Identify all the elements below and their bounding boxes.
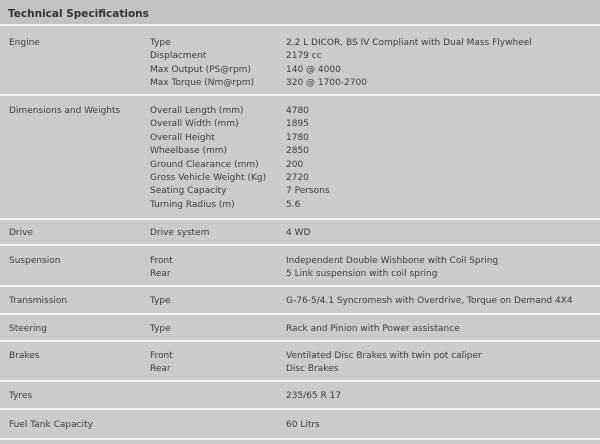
spec-label: Drive system [150, 228, 210, 238]
spec-value: Ventilated Disc Brakes with twin pot caliper [286, 351, 482, 361]
spec-value: 5.6 [286, 199, 301, 210]
spec-label: Ground Clearance (mm) [150, 159, 259, 170]
spec-value: Disc Brakes [286, 364, 339, 375]
section-name: Engine [9, 38, 40, 48]
spec-label: Max Torque (Nm@rpm) [150, 78, 255, 89]
spec-value: 320 @ 1700-2700 [286, 78, 367, 89]
spec-label: Front [150, 256, 173, 266]
spec-value: 60 Litrs [286, 420, 320, 430]
spec-section [0, 26, 600, 96]
spec-label: Rear [150, 364, 171, 375]
section-name: Dimensions and Weights [9, 106, 121, 116]
spec-label: Displacment [150, 51, 207, 62]
section-name: Tyres [9, 391, 33, 401]
spec-value: 140 @ 4000 [286, 64, 341, 75]
spec-section [0, 342, 600, 382]
spec-label: Front [150, 351, 173, 361]
spec-value: Independent Double Wishbone with Coil Spring [286, 256, 499, 266]
spec-value: 2720 [286, 173, 309, 183]
spec-label: Max Output (PS@rpm) [150, 64, 251, 75]
spec-label: Gross Vehicle Weight (Kg) [150, 173, 267, 183]
spec-value: 7 Persons [286, 186, 330, 197]
spec-label: Seating Capacity [150, 186, 227, 197]
spec-value: 4780 [286, 106, 309, 116]
spec-section [0, 96, 600, 220]
spec-value: 1895 [286, 119, 309, 130]
spec-value: 235/65 R 17 [286, 391, 342, 401]
spec-label: Overall Length (mm) [150, 106, 244, 116]
spec-section [0, 382, 600, 410]
section-name: Steering [9, 324, 47, 334]
spec-value: 2850 [286, 146, 309, 157]
spec-value: G-76-5/4.1 Syncromesh with Overdrive, Torque on Demand 4X4 [286, 296, 573, 306]
section-name: Suspension [9, 256, 61, 266]
spec-section [0, 287, 600, 315]
spec-label: Type [150, 324, 171, 334]
section-name: Transmission [9, 296, 68, 306]
spec-section [0, 410, 600, 440]
spec-title: Technical Specifications [0, 0, 600, 26]
spec-label: Type [150, 296, 171, 306]
spec-label: Overall Width (mm) [150, 119, 239, 130]
spec-section [0, 246, 600, 287]
spec-section [0, 220, 600, 246]
spec-value: 1780 [286, 132, 309, 143]
spec-label: Overall Height [150, 132, 215, 143]
spec-value: 200 [286, 159, 304, 170]
spec-value: Rack and Pinion with Power assistance [286, 324, 460, 334]
section-name: Fuel Tank Capacity [9, 420, 93, 430]
spec-label: Type [150, 38, 171, 48]
spec-label: Turning Radius (m) [150, 199, 235, 210]
section-name: Drive [9, 228, 33, 238]
spec-section [0, 315, 600, 342]
spec-label: Rear [150, 269, 171, 280]
section-name: Brakes [9, 351, 40, 361]
spec-value: 5 Link suspension with coil spring [286, 269, 438, 280]
spec-value: 2.2 L DICOR, BS IV Compliant with Dual Mass Flywheel [286, 38, 532, 48]
spec-value: 4 WD [286, 228, 311, 238]
spec-label: Wheelbase (mm) [150, 146, 228, 157]
spec-value: 2179 cc [286, 51, 322, 62]
